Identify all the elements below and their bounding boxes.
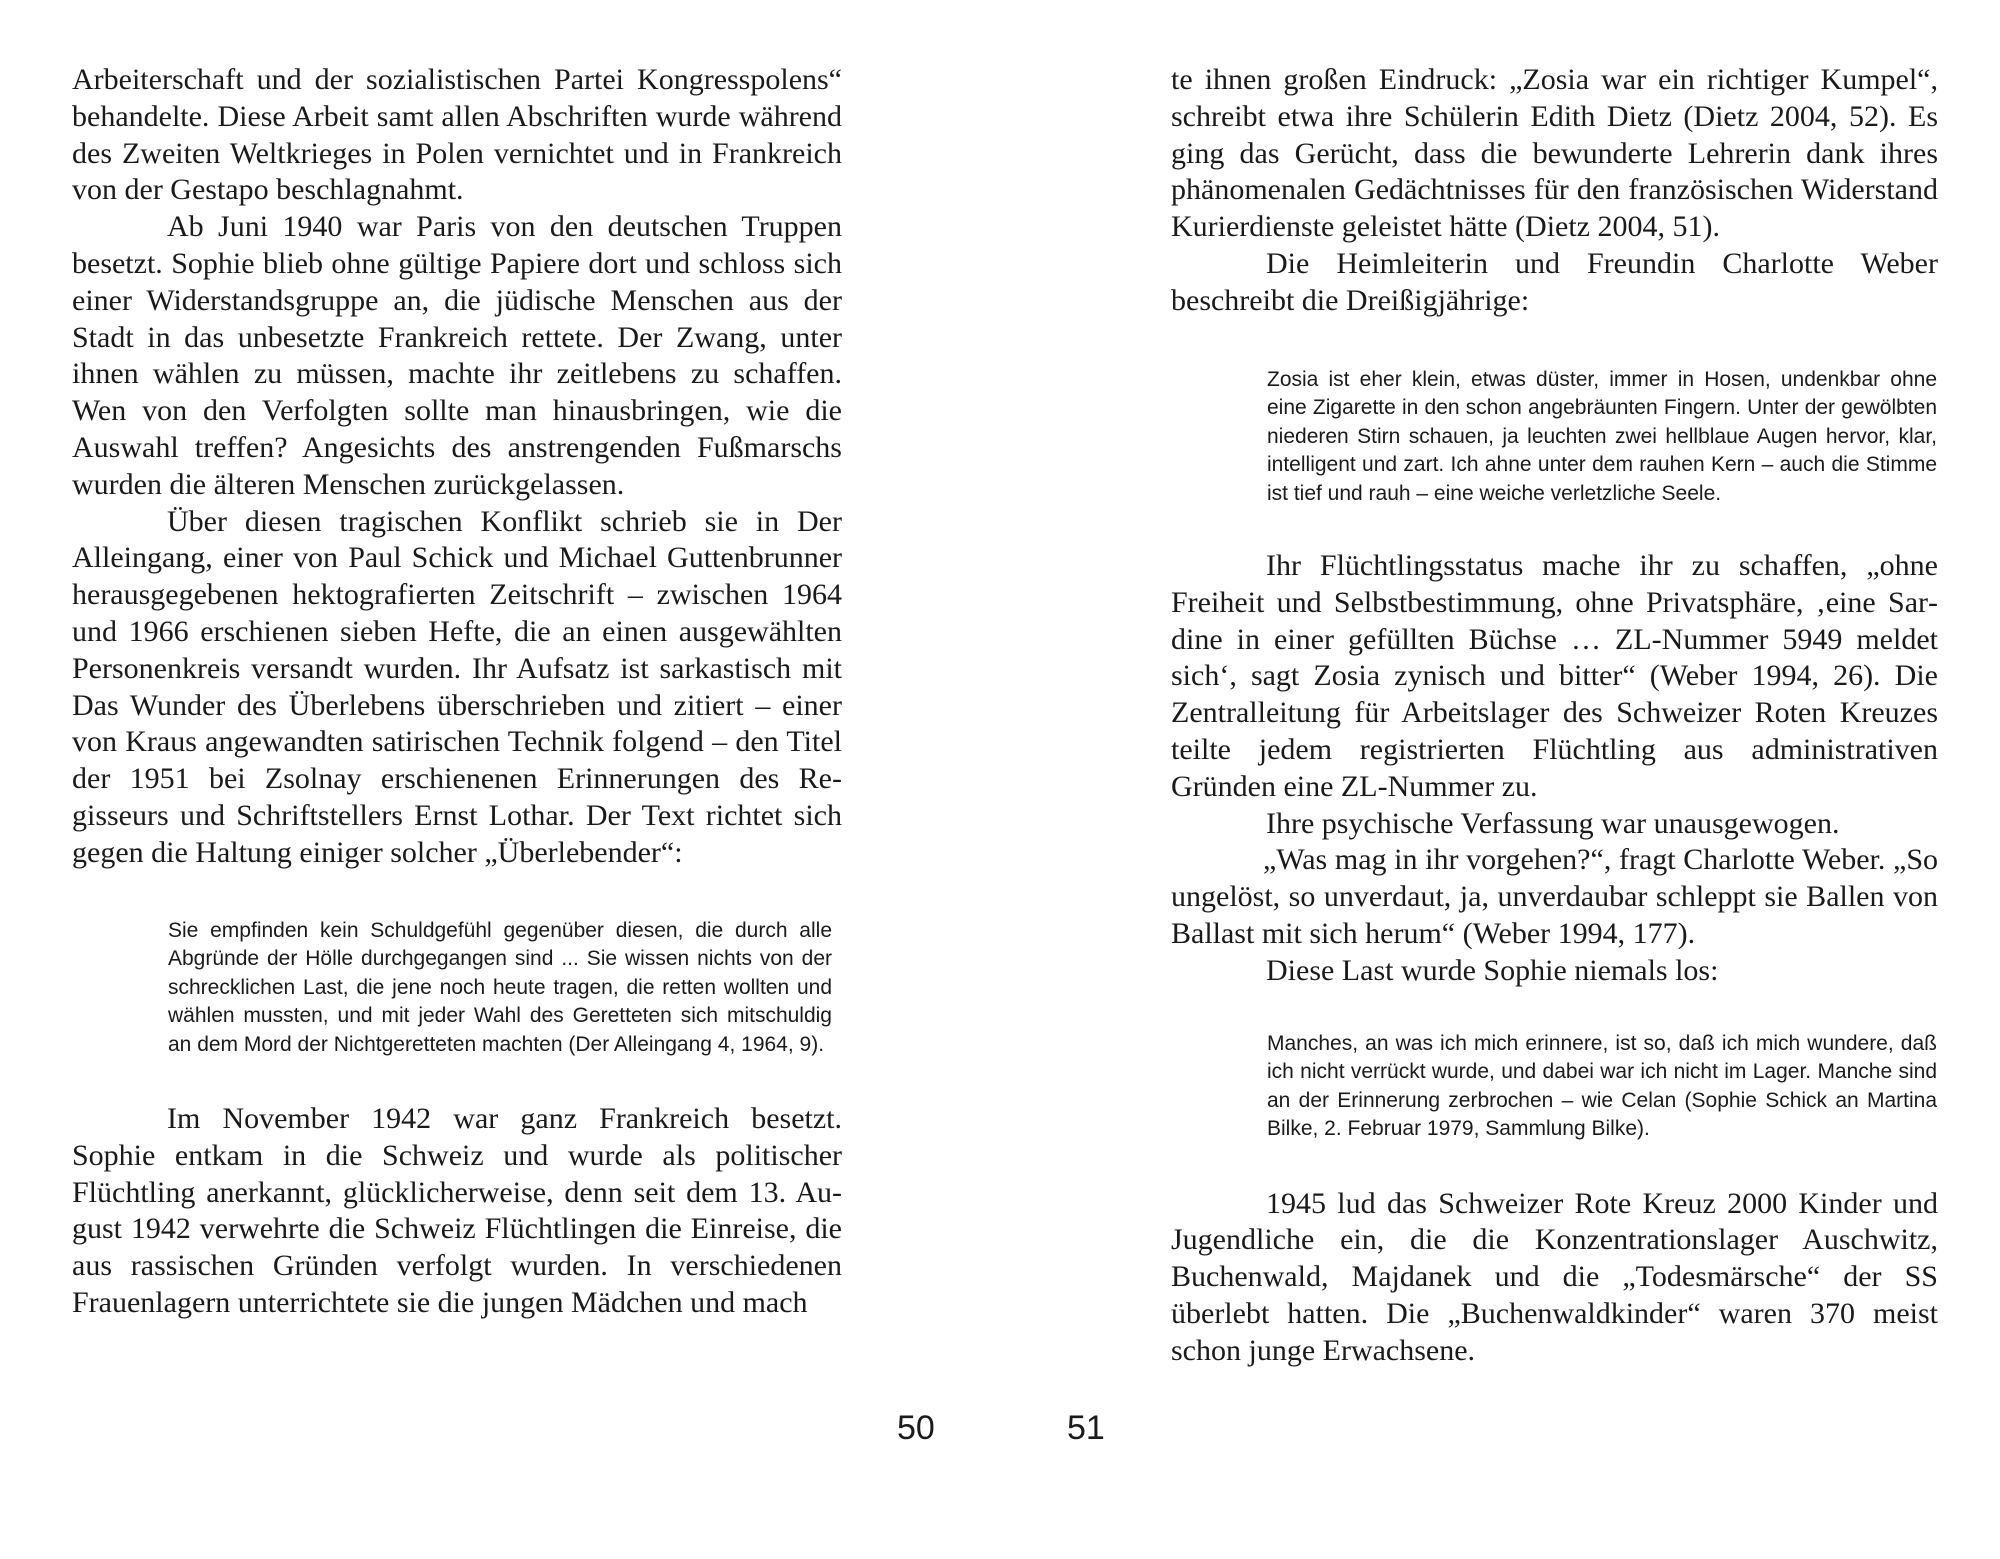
right-paragraph-4: Ihre psychische Verfassung war unausgewogen. [1266, 806, 1840, 840]
left-paragraph-4: Im November 1942 war ganz Frankreich besetzt. Sophie entkam in die Schweiz und wurde als politischer Flüchtling anerkannt, glücklicherweise, denn seit dem 13. August 1942 verwehrte die Schweiz Flüchtlingen die Einreise, die aus rassischen Gründen verfolgt wurden. In verschiedenen Frauenlagern unterrichtete sie die jungen Mädchen und mach [72, 1102, 842, 1320]
right-paragraph-1: te ihnen großen Eindruck: „Zosia war ein richtiger Kumpel“, schreibt etwa ihre Schülerin Edith Dietz (Dietz 2004, 52). Es ging das Gerücht, dass die bewunderte Lehrerin dank ihres phänomenalen Gedächtnisses für den französischen Widerstand Kurierdienste geleistet hätte (Dietz 2004, 51). [1171, 63, 1938, 244]
left-paragraph-3: Über diesen tragischen Konflikt schrieb sie in Der Alleingang, einer von Paul Schick und Michael Guttenbrunner herausgegebenen hektografierten Zeitschrift – zwischen 1964 und 1966 erschienen sieben Hefte, die an einen ausgewählten Personenkreis versandt wurden. Ihr Aufsatz ist sarkastisch mit Das Wunder des Überlebens überschrieben und zitiert – einer von Kraus angewandten satirischen Technik folgend – den Titel der 1951 bei Zsolnay erschienenen Erinnerungen des Regisseurs und Schriftstellers Ernst Lothar. Der Text richtet sich gegen die Haltung einiger solcher „Überlebender“: [72, 504, 842, 869]
left-page [72, 62, 842, 1322]
left-block-quote: Sie empfinden kein Schuldgefühl gegenüber diesen, die durch alle Abgründe der Hölle durchgegangen sind ... Sie wissen nichts von der schrecklichen Last, die jene noch heute tragen, die retten wollten und wählen mussten, und mit jeder Wahl des Geretteten sich mitschuldig an dem Mord der Nichtgeretteten machten (Der Alleingang 4, 1964, 9). [168, 918, 832, 1056]
right-block-quote-2: Manches, an was ich mich erinnere, ist so, daß ich mich wundere, daß ich nicht verrückt wurde, und dabei war ich nicht im Lager. Manche sind an der Erinnerung zerbrochen – wie Celan (Sophie Schick an Martina Bilke, 2. Februar 1979, Sammlung Bilke). [1267, 1031, 1937, 1141]
page-number-right: 51 [1067, 1409, 1105, 1447]
right-paragraph-7: 1945 lud das Schweizer Rote Kreuz 2000 Kinder und Jugendliche ein, die die Konzentrationslager Auschwitz, Buchenwald, Majdanek und die „Todesmärsche“ der SS überlebt hatten. Die „Buchenwaldkinder“ waren 370 meist schon junge Erwachsene. [1171, 1186, 1938, 1367]
right-paragraph-5: „Was mag in ihr vorgehen?“, fragt Charlotte Weber. „So ungelöst, so unverdaut, ja, unverdaubar schleppt sie Ballen von Ballast mit sich herum“ (Weber 1994, 177). [1171, 843, 1938, 951]
right-paragraph-6: Diese Last wurde Sophie niemals los: [1266, 953, 1719, 987]
left-paragraph-2: Ab Juni 1940 war Paris von den deutschen Truppen besetzt. Sophie blieb ohne gültige Papiere dort und schloss sich einer Widerstandsgruppe an, die jüdische Menschen aus der Stadt in das unbesetzte Frankreich rettete. Der Zwang, unter ihnen wählen zu müssen, machte ihr zeitlebens zu schaffen. Wen von den Verfolgten sollte man hinausbringen, wie die Auswahl treffen? Angesichts des anstrengenden Fußmarschs wurden die älteren Menschen zurückgelassen. [72, 210, 842, 501]
right-page [1171, 62, 1938, 1370]
left-paragraph-1: Arbeiterschaft und der sozialistischen Partei Kongresspolens“ behandelte. Diese Arbeit samt allen Abschriften wurde während des Zweiten Weltkrieges in Polen vernichtet und in Frankreich von der Gestapo beschlagnahmt. [72, 63, 842, 207]
right-block-quote-1: Zosia ist eher klein, etwas düster, immer in Hosen, undenkbar ohne eine Zigarette in den schon angebräunten Fingern. Unter der gewölbten niederen Stirn schauen, ja leuchten zwei hellblaue Augen hervor, klar, intelligent und zart. Ich ahne unter dem rauhen Kern – auch die Stimme ist tief und rauh – eine weiche verletzliche Seele. [1267, 367, 1937, 505]
right-paragraph-2: Die Heimleiterin und Freundin Charlotte Weber beschreibt die Dreißigjährige: [1171, 246, 1938, 317]
right-paragraph-3: Ihr Flüchtlingsstatus mache ihr zu schaffen, „ohne Freiheit und Selbstbestimmung, ohne Privatsphäre, ‚eine Sardine in einer gefüllten Büchse … ZL-Nummer 5949 meldet sich‘, sagt Zosia zynisch und bitter“ (Weber 1994, 26). Die Zentralleitung für Arbeitslager des Schweizer Roten Kreuzes teilte jedem registrierten Flüchtling aus administrativen Gründen eine ZL-Nummer zu. [1171, 549, 1938, 803]
page-number-left: 50 [897, 1409, 935, 1447]
